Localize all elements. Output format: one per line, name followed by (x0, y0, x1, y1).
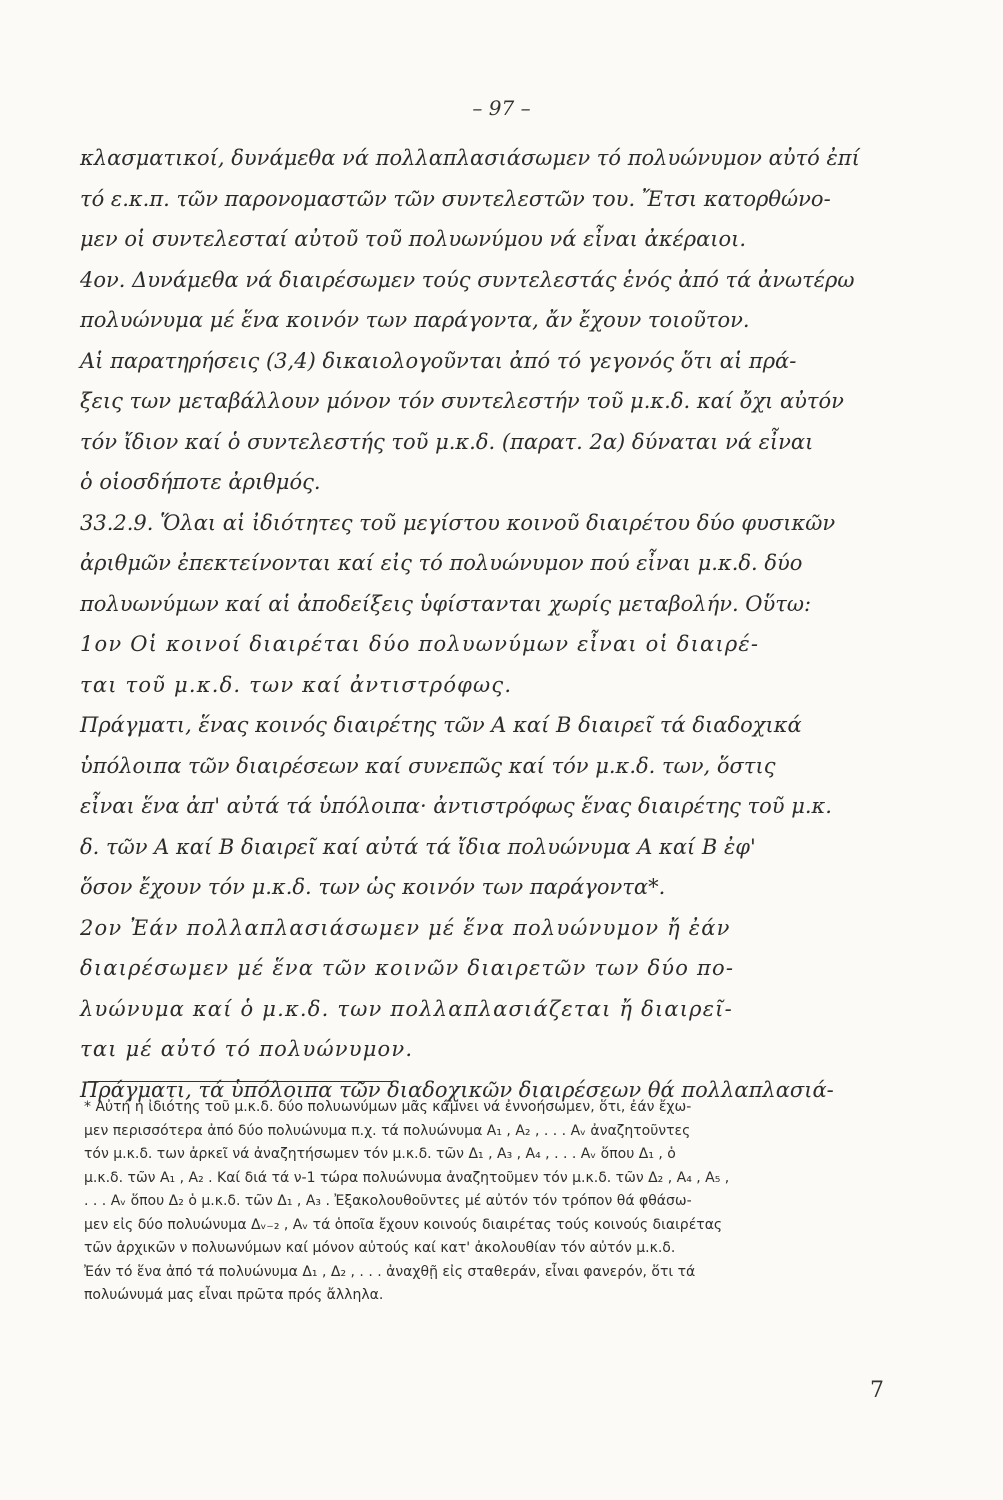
text-line: δ. τῶν Α καί Β διαιρεῖ καί αὐτά τά ἴδια πολυώνυμα Α καί Β ἐφ' (80, 834, 756, 859)
footnote-line: τόν μ.κ.δ. των ἀρκεῖ νά ἀναζητήσωμεν τόν μ.κ.δ. τῶν Δ₁ , Α₃ , Α₄ , . . . Αᵥ ὅπου Δ₁ , ὁ (84, 1146, 676, 1162)
text-line: Πράγματι, ἕνας κοινός διαιρέτης τῶν Α καί Β διαιρεῖ τά διαδοχικά (80, 713, 802, 737)
body-text (80, 138, 930, 1110)
text-line: μεν οἱ συντελεσταί αὐτοῦ τοῦ πολυωνύμου νά εἶναι ἀκέραιοι. (80, 227, 747, 251)
footnote-divider (88, 1081, 394, 1082)
footnote-line: μ.κ.δ. τῶν Α₁ , Α₂ . Καί διά τά ν-1 τώρα πολυώνυμα ἀναζητοῦμεν τόν μ.κ.δ. τῶν Δ₂ , Α₄ , Α₅ , (84, 1169, 730, 1186)
text-line: κλασματικοί, δυνάμεθα νά πολλαπλασιάσωμεν τό πολυώνυμον αὐτό ἐπί (80, 146, 860, 170)
text-line: Πράγματι, τά ὑπόλοιπα τῶν διαδοχικῶν διαιρέσεων θά πολλαπλασιά- (80, 1077, 834, 1102)
text-line: ὅσον ἔχουν τόν μ.κ.δ. των ὡς κοινόν των παράγοντα*. (80, 875, 666, 899)
text-line: πολυωνύμων καί αἱ ἀποδείξεις ὑφίστανται χωρίς μεταβολήν. Οὕτω: (80, 591, 812, 616)
text-line: ὁ οἱοσδήποτε ἀριθμός. (80, 470, 321, 494)
text-line: ξεις των μεταβάλλουν μόνον τόν συντελεστήν τοῦ μ.κ.δ. καί ὄχι αὐτόν (80, 389, 844, 413)
text-line: τό ε.κ.π. τῶν παρονομαστῶν τῶν συντελεστῶν του. Ἔτσι κατορθώνο- (80, 186, 831, 211)
text-line: τόν ἴδιον καί ὁ συντελεστής τοῦ μ.κ.δ. (παρατ. 2α) δύναται νά εἶναι (80, 429, 814, 454)
text-line: 1ον Οἱ κοινοί διαιρέται δύο πολυωνύμων εἶναι οἱ διαιρέ- (80, 632, 760, 656)
text-line: 2ον Ἐάν πολλαπλασιάσωμεν μέ ἕνα πολυώνυμον ἤ ἐάν (80, 915, 731, 940)
text-line: ται τοῦ μ.κ.δ. των καί ἀντιστρόφως. (80, 672, 513, 697)
page-number-bottom: 7 (870, 1378, 884, 1403)
text-line: Αἱ παρατηρήσεις (3,4) δικαιολογοῦνται ἀπό τό γεγονός ὅτι αἱ πρά- (80, 348, 797, 373)
text-line: διαιρέσωμεν μέ ἕνα τῶν κοινῶν διαιρετῶν των δύο πο- (80, 956, 735, 980)
footnote-line: Ἐάν τό ἕνα ἀπό τά πολυώνυμα Δ₁ , Δ₂ , . . . ἀναχθῇ εἰς σταθεράν, εἶναι φανερόν, ὅτι τά (84, 1263, 696, 1280)
text-line: πολυώνυμα μέ ἕνα κοινόν των παράγοντα, ἄν ἔχουν τοιοῦτον. (80, 308, 750, 332)
text-line: λυώνυμα καί ὁ μ.κ.δ. των πολλαπλασιάζεται ἤ διαιρεῖ- (80, 996, 733, 1021)
text-line: 4ον. Δυνάμεθα νά διαιρέσωμεν τούς συντελεστάς ἑνός ἀπό τά ἀνωτέρω (80, 267, 855, 292)
footnote-line: τῶν ἀρχικῶν ν πολυωνύμων καί μόνον αὐτούς καί κατ' ἀκολουθίαν τόν αὐτόν μ.κ.δ. (84, 1240, 676, 1256)
text-line: ται μέ αὐτό τό πολυώνυμον. (80, 1037, 414, 1061)
text-line: εἶναι ἕνα ἀπ' αὐτά τά ὑπόλοιπα· ἀντιστρόφως ἕνας διαιρέτης τοῦ μ.κ. (80, 794, 832, 818)
footnote-line: μεν εἰς δύο πολυώνυμα Δᵥ₋₂ , Αᵥ τά ὁποῖα ἔχουν κοινούς διαιρέτας τούς κοινούς διαιρέτας (84, 1216, 723, 1233)
footnote-line: μεν περισσότερα ἀπό δύο πολυώνυμα π.χ. τά πολυώνυμα Α₁ , Α₂ , . . . Αᵥ ἀναζητοῦντες (84, 1122, 691, 1139)
text-line: 33.2.9. Ὅλαι αἱ ἰδιότητες τοῦ μεγίστου κοινοῦ διαιρέτου δύο φυσικῶν (80, 510, 836, 535)
footnote-line: πολυώνυμά μας εἶναι πρῶτα πρός ἄλληλα. (84, 1287, 384, 1303)
footnote-line: . . . Αᵥ ὅπου Δ₂ ὁ μ.κ.δ. τῶν Δ₁ , Α₃ . Ἐξακολουθοῦντες μέ αὐτόν τόν τρόπον θά φθάσω- (84, 1193, 692, 1209)
text-line: ὑπόλοιπα τῶν διαιρέσεων καί συνεπῶς καί τόν μ.κ.δ. των, ὅστις (80, 753, 776, 778)
text-line: ἀριθμῶν ἐπεκτείνονται καί εἰς τό πολυώνυμον πού εἶναι μ.κ.δ. δύο (80, 551, 803, 575)
footnote-line: * Αὐτή ἡ ἰδιότης τοῦ μ.κ.δ. δύο πολυωνύμων μᾶς κάμνει νά ἐννοήσωμεν, ὅτι, ἐάν ἔχω- (84, 1099, 692, 1115)
footnote (84, 1096, 924, 1308)
page-number-top: – 97 – (472, 96, 531, 120)
